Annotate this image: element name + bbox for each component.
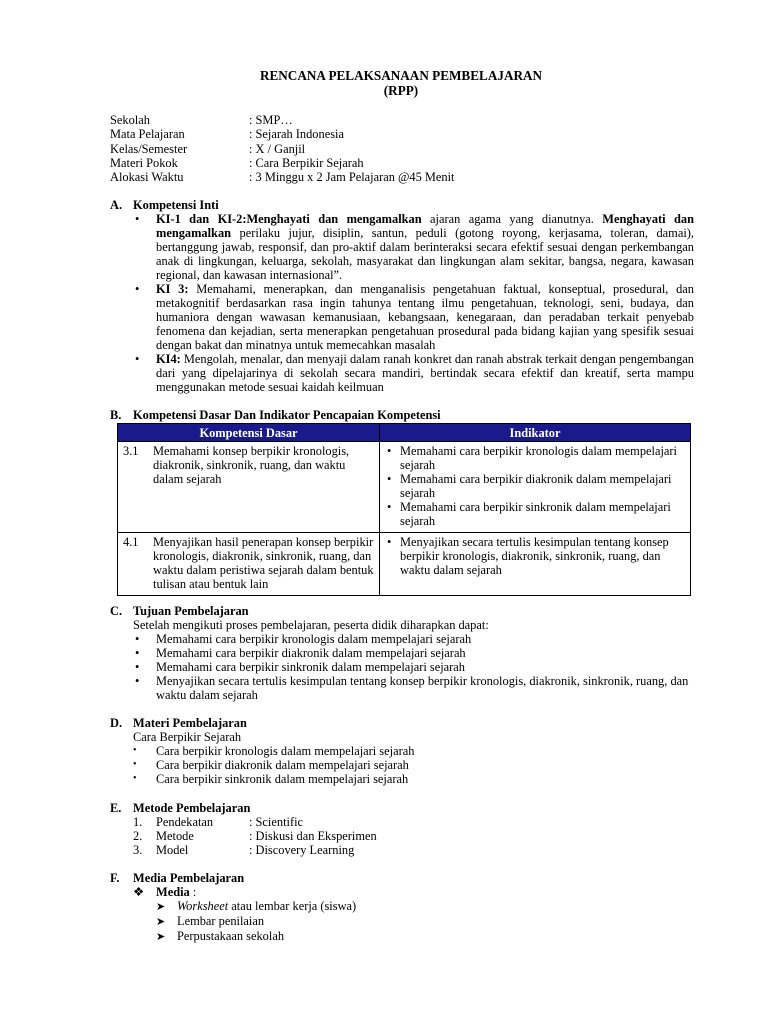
ki-1-2-item: • KI-1 dan KI-2:Menghayati dan mengamalkan ajaran agama yang dianutnya. Menghayati dan mengamalkan perilaku jujur, disiplin, santun, peduli (gotong royong, kerjasama, toleran, damai), bertanggung jawab, responsif, dan pro-aktif dalam berinteraksi secara efektif sesuai dengan perkembangan anak di lingkungan, keluarga, sekolah, masyarakat dan lingkungan alam sekitar, bangsa, negara, kawasan regional, dan kawasan internasional”. bbox=[135, 212, 694, 282]
section-heading: D. Materi Pembelajaran bbox=[110, 716, 247, 730]
section-materi bbox=[110, 716, 694, 786]
list-item: ➤ Worksheet atau lembar kerja (siswa) bbox=[156, 899, 357, 913]
list-item: 1. Pendekatan : Scientific bbox=[133, 815, 304, 829]
list-item: 2. Metode : Diskusi dan Eksperimen bbox=[133, 829, 377, 843]
list-item: • Cara berpikir diakronik dalam mempelajari sejarah bbox=[133, 758, 409, 772]
ki-3-item: • KI 3: Memahami, menerapkan, dan menganalisis pengetahuan faktual, konseptual, prosedural, dan metakognitif berdasarkan rasa ingin tahunya tentang ilmu pengetahuan, teknologi, seni, budaya, dan humaniora dengan wawasan kemanusiaan, kebangsaan, kenegaraan, dan peradaban terkait penyebab fenomena dan kejadian, serta menerapkan pengetahuan prosedural pada bidang kajian yang spesifik sesuai dengan bakat dan minatnya untuk memecahkan masalah bbox=[135, 282, 694, 352]
kd-text: Menyajikan hasil penerapan konsep berpikir kronologis, diakronik, sinkronik, ruang, dan waktu dalam peristiwa sejarah dalam bentuk tulisan atau bentuk lain bbox=[153, 535, 374, 591]
identity-row bbox=[110, 142, 455, 156]
bullet-icon: • bbox=[135, 660, 140, 674]
bullet-icon: • bbox=[135, 632, 140, 646]
section-media bbox=[110, 871, 694, 944]
section-heading: F. Media Pembelajaran bbox=[110, 871, 245, 885]
list-item: • Memahami cara berpikir sinkronik dalam mempelajari sejarah bbox=[387, 500, 671, 528]
list-item: • Menyajikan secara tertulis kesimpulan tentang konsep berpikir kronologis, diakronik, sinkronik, ruang, dan waktu dalam sejarah bbox=[387, 535, 669, 577]
identity-value: : SMP… bbox=[249, 113, 293, 127]
bullet-icon: • bbox=[387, 500, 392, 514]
identity-label: Kelas/Semester bbox=[110, 141, 188, 156]
identity-value: : X / Ganjil bbox=[249, 141, 306, 156]
identity-value: : 3 Minggu x 2 Jam Pelajaran @45 Menit bbox=[249, 170, 455, 185]
list-item: • Memahami cara berpikir diakronik dalam mempelajari sejarah bbox=[135, 646, 466, 660]
bullet-icon: • bbox=[135, 352, 140, 366]
identity-table bbox=[110, 113, 455, 184]
arrow-bullet-icon: ➤ bbox=[156, 916, 166, 928]
identity-label: Alokasi Waktu bbox=[110, 170, 184, 185]
list-item: • Memahami cara berpikir sinkronik dalam mempelajari sejarah bbox=[135, 660, 465, 674]
bullet-icon: • bbox=[387, 444, 392, 458]
indikator-cell bbox=[380, 533, 691, 596]
kd-cell bbox=[118, 533, 380, 596]
table-row bbox=[118, 442, 691, 533]
diamond-bullet-icon: ❖ bbox=[133, 885, 145, 899]
list-item: • Cara berpikir kronologis dalam mempelajari sejarah bbox=[133, 744, 415, 758]
identity-row bbox=[110, 156, 455, 170]
list-item: • Menyajikan secara tertulis kesimpulan tentang konsep berpikir kronologis, diakronik, sinkronik, ruang, dan waktu dalam sejarah bbox=[135, 674, 689, 702]
identity-value: : Sejarah Indonesia bbox=[249, 127, 344, 142]
document-subtitle: (RPP) bbox=[383, 83, 419, 98]
identity-label: Materi Pokok bbox=[110, 155, 178, 170]
list-item: • Memahami cara berpikir diakronik dalam mempelajari sejarah bbox=[387, 472, 672, 500]
list-item: ➤ Lembar penilaian bbox=[156, 914, 265, 928]
bullet-icon: • bbox=[135, 646, 140, 660]
bullet-icon: • bbox=[135, 282, 140, 296]
ki-4-item: • KI4: Mengolah, menalar, dan menyaji dalam ranah konkret dan ranah abstrak terkait dengan pengembangan dari yang dipelajarinya di sekolah secara mandiri, bertindak secara efektif dan kreatif, serta mampu menggunakan metode sesuai kaidah keilmuan bbox=[135, 352, 694, 394]
list-item: • Cara berpikir sinkronik dalam mempelajari sejarah bbox=[133, 772, 409, 786]
arrow-bullet-icon: ➤ bbox=[156, 931, 166, 943]
table-row bbox=[118, 533, 691, 596]
section-kompetensi-dasar bbox=[110, 408, 694, 422]
section-tujuan bbox=[110, 604, 694, 702]
bullet-icon: • bbox=[133, 745, 137, 756]
list-item: ➤ Perpustakaan sekolah bbox=[156, 929, 285, 943]
bullet-icon: • bbox=[387, 535, 392, 549]
indikator-cell bbox=[380, 442, 691, 533]
identity-label: Mata Pelajaran bbox=[110, 127, 185, 142]
identity-row bbox=[110, 113, 455, 127]
materi-intro: Cara Berpikir Sejarah bbox=[133, 730, 242, 744]
section-metode bbox=[110, 801, 694, 857]
identity-value: : Cara Berpikir Sejarah bbox=[249, 155, 364, 170]
kd-cell bbox=[118, 442, 380, 533]
kompetensi-table bbox=[117, 423, 691, 596]
identity-row bbox=[110, 170, 455, 184]
bullet-icon: • bbox=[135, 212, 140, 226]
column-header-kompetensi-dasar: Kompetensi Dasar bbox=[118, 424, 380, 442]
section-heading: A. Kompetensi Inti bbox=[110, 198, 219, 212]
column-header-indikator: Indikator bbox=[380, 424, 691, 442]
section-kompetensi-inti bbox=[110, 198, 694, 394]
kd-number: 4.1 bbox=[123, 535, 139, 549]
bullet-icon: • bbox=[387, 472, 392, 486]
section-heading: C. Tujuan Pembelajaran bbox=[110, 604, 249, 618]
identity-label: Sekolah bbox=[110, 113, 150, 127]
section-heading: B. Kompetensi Dasar Dan Indikator Pencapaian Kompetensi bbox=[110, 408, 441, 422]
list-item: • Memahami cara berpikir kronologis dalam mempelajari sejarah bbox=[135, 632, 472, 646]
bullet-icon: • bbox=[133, 759, 137, 770]
document-title: RENCANA PELAKSANAAN PEMBELAJARAN bbox=[259, 68, 543, 83]
kd-text: Memahami konsep berpikir kronologis, diakronik, sinkronik, ruang, dan waktu dalam sejarah bbox=[153, 444, 350, 486]
kd-number: 3.1 bbox=[123, 444, 139, 458]
tujuan-intro: Setelah mengikuti proses pembelajaran, peserta didik diharapkan dapat: bbox=[133, 618, 489, 632]
arrow-bullet-icon: ➤ bbox=[156, 901, 166, 913]
media-line: ❖ Media : bbox=[133, 885, 197, 899]
section-heading: E. Metode Pembelajaran bbox=[110, 801, 251, 815]
list-item: • Memahami cara berpikir kronologis dalam mempelajari sejarah bbox=[387, 444, 677, 472]
list-item: 3. Model : Discovery Learning bbox=[133, 843, 355, 857]
bullet-icon: • bbox=[135, 674, 140, 688]
identity-row bbox=[110, 127, 455, 141]
bullet-icon: • bbox=[133, 773, 137, 784]
